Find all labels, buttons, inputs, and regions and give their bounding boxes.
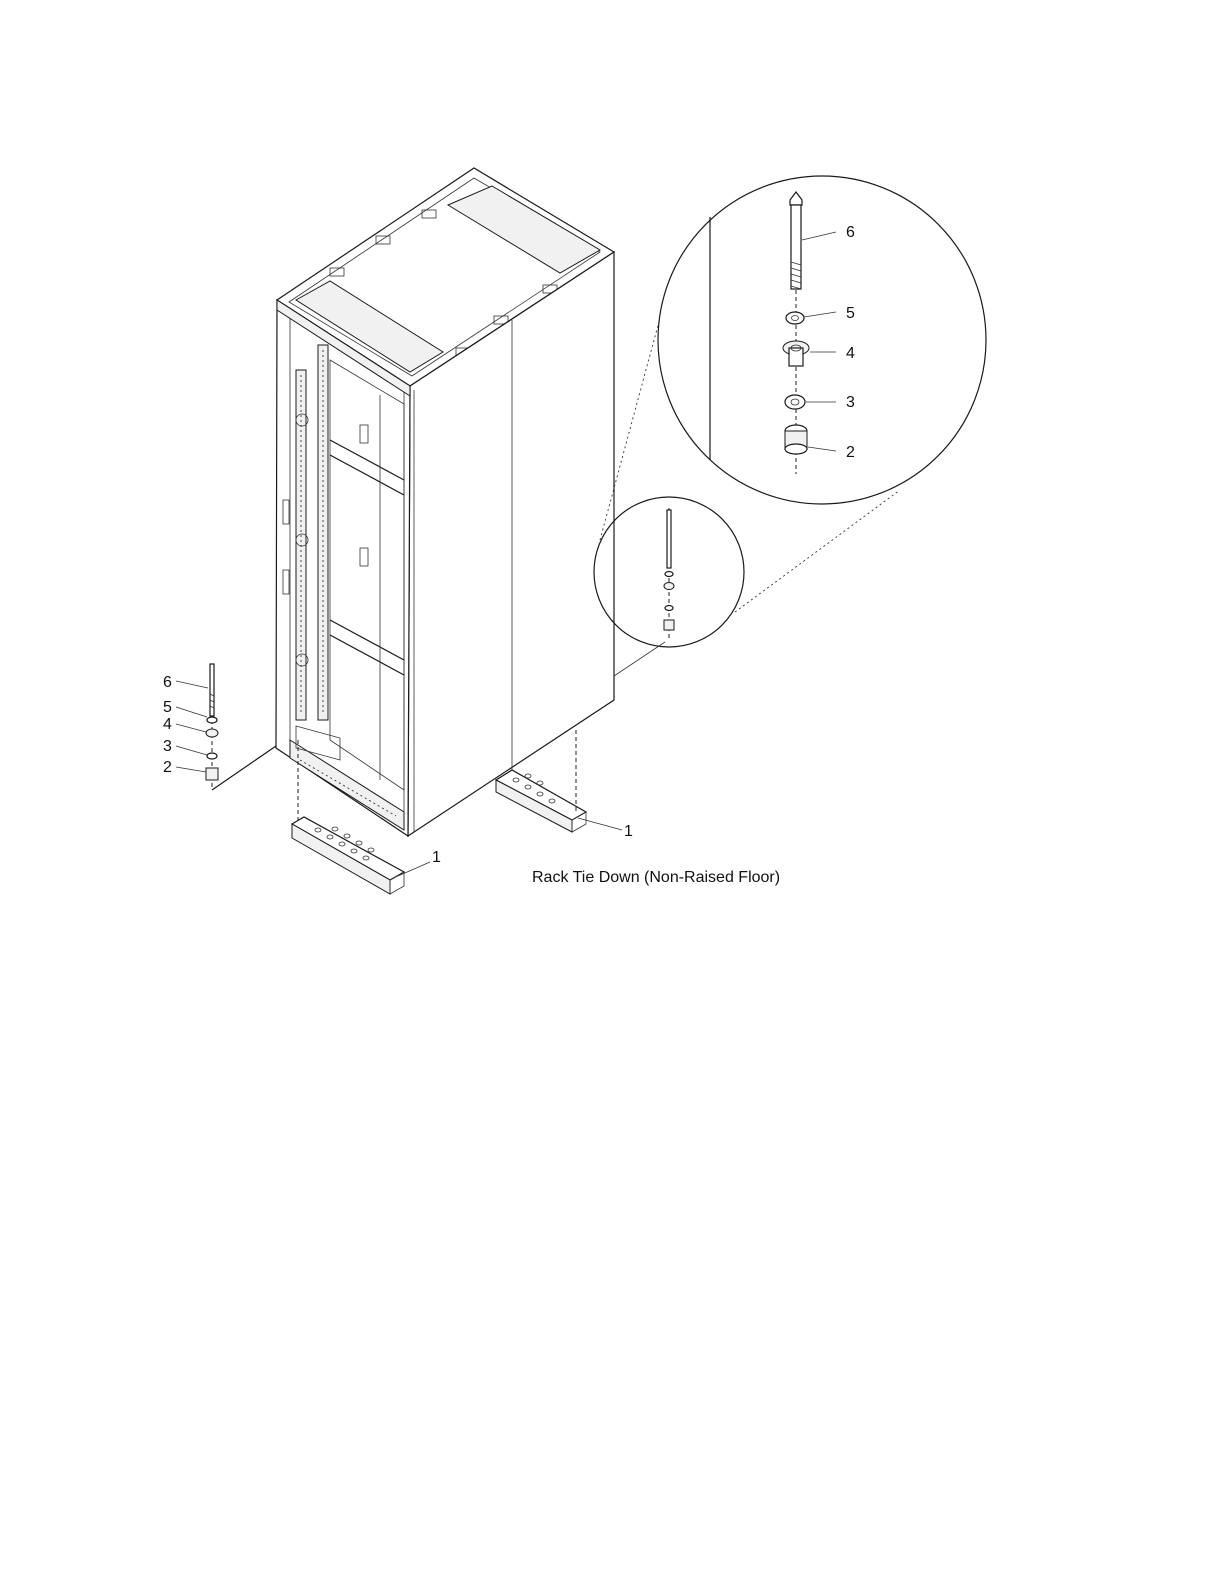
callout-5-detail: 5 [846, 305, 855, 322]
callout-4-detail: 4 [846, 345, 855, 362]
callout-2-detail: 2 [846, 444, 855, 461]
large-detail-circle [658, 176, 986, 504]
tie-down-bracket-front [292, 817, 404, 894]
figure-caption: Rack Tie Down (Non-Raised Floor) [532, 869, 781, 886]
callout-1-front: 1 [432, 849, 441, 866]
callout-6-left: 6 [163, 674, 172, 691]
tie-down-bracket-rear [496, 770, 586, 832]
callout-1-rear: 1 [624, 823, 633, 840]
rack-cabinet [276, 168, 614, 836]
callout-2-left: 2 [163, 759, 172, 776]
callout-5-left: 5 [163, 699, 172, 716]
callout-3-detail: 3 [846, 394, 855, 411]
callout-4-left: 4 [163, 716, 172, 733]
callout-3-left: 3 [163, 738, 172, 755]
small-detail-circle [594, 497, 744, 676]
left-hardware-stack [176, 664, 276, 790]
callout-6-detail: 6 [846, 224, 855, 241]
bolt-part [210, 664, 214, 716]
